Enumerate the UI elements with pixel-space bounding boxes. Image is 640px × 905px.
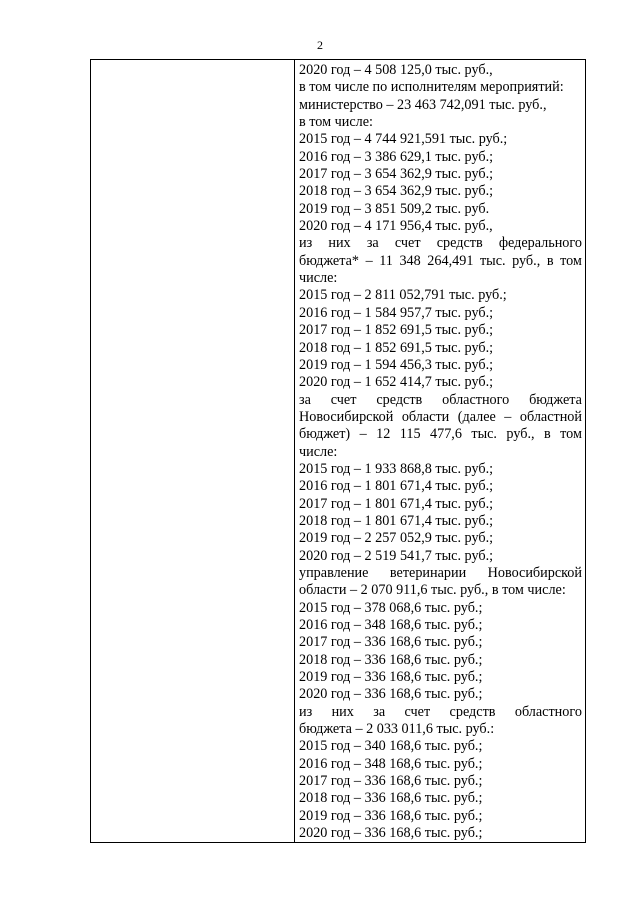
text-line: 2016 год – 348 168,6 тыс. руб.; — [299, 617, 483, 633]
page-number: 2 — [317, 38, 323, 52]
text-line: 2015 год – 2 811 052,791 тыс. руб.; — [299, 287, 507, 304]
text-line: 2016 год – 1 584 957,7 тыс. руб.; — [299, 304, 494, 321]
column-divider — [294, 60, 295, 842]
text-line: в том числе: — [299, 114, 373, 131]
table-right-cell — [299, 62, 582, 842]
text-line: 2019 год – 336 168,6 тыс. руб.; — [299, 807, 483, 824]
text-line-justified: из них за счет средств областного — [299, 703, 582, 720]
text-line: 2019 год – 1 594 456,3 тыс. руб.; — [299, 356, 494, 373]
text-line: 2020 год – 4 171 956,4 тыс. руб., — [299, 218, 493, 235]
text-line: 2019 год – 3 851 509,2 тыс. руб. — [299, 200, 490, 217]
text-line: 2018 год – 1 801 671,4 тыс. руб.; — [299, 512, 494, 529]
text-line-justified: за счет средств областного бюджета — [299, 391, 582, 408]
text-line: 2017 год – 3 654 362,9 тыс. руб.; — [299, 166, 494, 183]
text-line: 2015 год – 340 168,6 тыс. руб.; — [299, 738, 483, 755]
text-line: 2016 год – 3 386 629,1 тыс. руб.; — [299, 148, 494, 165]
funding-table — [90, 59, 586, 843]
text-line: 2017 год – 336 168,6 тыс. руб.; — [299, 773, 483, 790]
text-line: числе: — [299, 443, 338, 460]
text-line: 2018 год – 336 168,6 тыс. руб.; — [299, 651, 483, 668]
text-line: 2020 год – 336 168,6 тыс. руб.; — [299, 825, 483, 842]
text-line: министерство – 23 463 742,091 тыс. руб., — [299, 96, 547, 113]
text-line-justified: из них за счет средств федерального — [299, 235, 582, 252]
text-line: 2017 год – 1 801 671,4 тыс. руб.; — [299, 495, 494, 512]
text-line: 2019 год – 336 168,6 тыс. руб.; — [299, 669, 483, 686]
text-line: бюджета – 2 033 011,6 тыс. руб.: — [299, 721, 495, 738]
text-line: 2020 год – 1 652 414,7 тыс. руб.; — [299, 374, 494, 391]
text-line: в том числе по исполнителям мероприятий: — [299, 79, 564, 96]
text-line: 2020 год – 2 519 541,7 тыс. руб.; — [299, 547, 494, 564]
text-line: 2017 год – 336 168,6 тыс. руб.; — [299, 634, 483, 651]
text-line: 2020 год – 4 508 125,0 тыс. руб., — [299, 62, 493, 78]
text-line: 2016 год – 1 801 671,4 тыс. руб.; — [299, 478, 494, 495]
text-line: 2018 год – 1 852 691,5 тыс. руб.; — [299, 339, 494, 356]
text-line-justified: бюджета* – 11 348 264,491 тыс. руб., в том — [299, 252, 582, 269]
text-line: 2015 год – 4 744 921,591 тыс. руб.; — [299, 131, 508, 148]
text-line: 2016 год – 348 168,6 тыс. руб.; — [299, 755, 483, 772]
text-line-justified: Новосибирской области (далее – областной — [299, 408, 582, 425]
text-line-justified: управление ветеринарии Новосибирской — [299, 564, 582, 581]
text-line: числе: — [299, 270, 338, 287]
text-line: 2018 год – 3 654 362,9 тыс. руб.; — [299, 183, 494, 200]
text-line: области – 2 070 911,6 тыс. руб., в том числе: — [299, 582, 566, 599]
text-line: 2019 год – 2 257 052,9 тыс. руб.; — [299, 530, 494, 547]
text-line-justified: бюджет) – 12 115 477,6 тыс. руб., в том — [299, 426, 582, 443]
text-line: 2015 год – 378 068,6 тыс. руб.; — [299, 599, 483, 616]
text-line: 2017 год – 1 852 691,5 тыс. руб.; — [299, 322, 494, 339]
text-line: 2018 год – 336 168,6 тыс. руб.; — [299, 790, 483, 807]
text-line: 2020 год – 336 168,6 тыс. руб.; — [299, 686, 483, 703]
text-line: 2015 год – 1 933 868,8 тыс. руб.; — [299, 460, 494, 477]
